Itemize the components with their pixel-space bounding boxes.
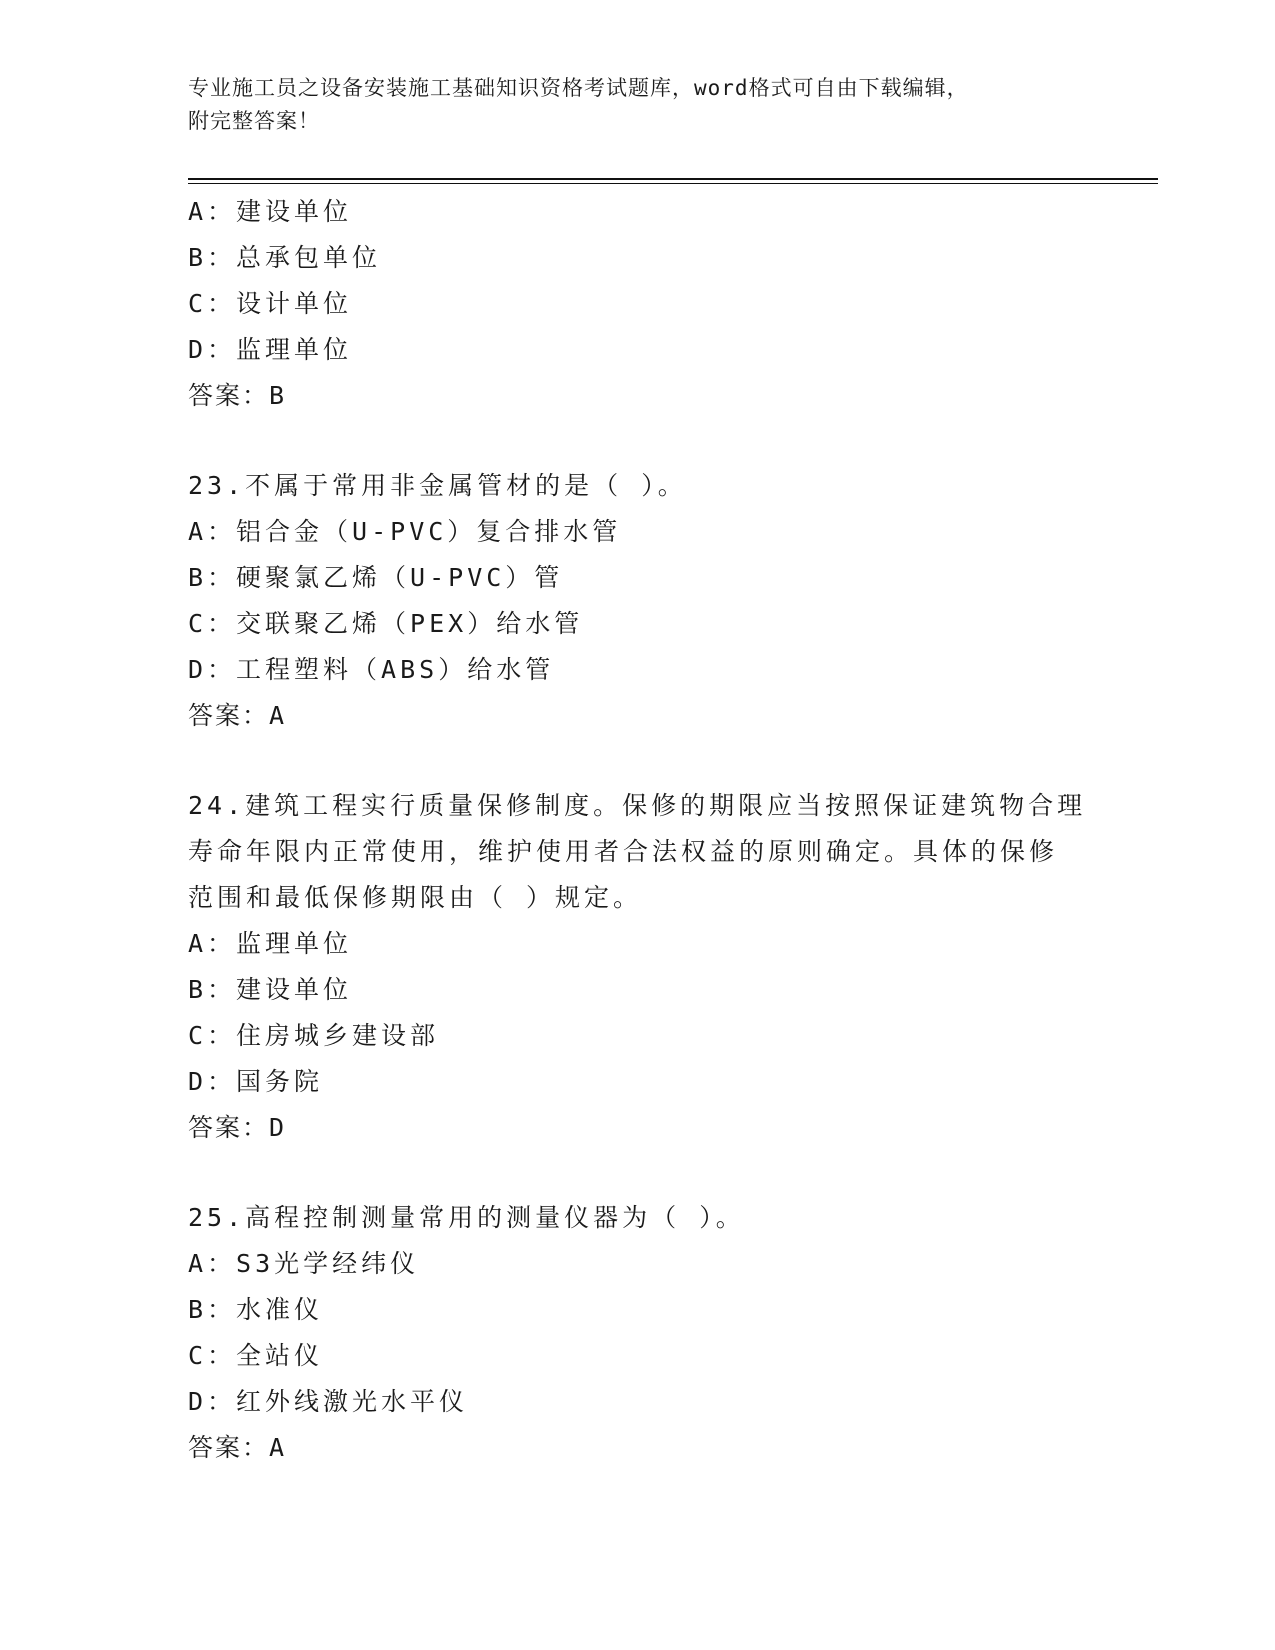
option-b: B：总承包单位 [188, 243, 382, 272]
option-c: C：全站仪 [188, 1341, 324, 1370]
option-d: D：红外线激光水平仪 [188, 1387, 469, 1416]
header-line-2: 附完整答案！ [188, 109, 320, 133]
question-block [188, 463, 1108, 739]
header-rule-thin [188, 183, 1158, 184]
option-c: C：交联聚乙烯（PEX）给水管 [188, 609, 584, 638]
option-d: D：工程塑料（ABS）给水管 [188, 655, 555, 684]
option-a: A：建设单位 [188, 197, 353, 226]
answer: 答案：B [188, 381, 287, 410]
question-text: 23.不属于常用非金属管材的是（ ）。 [188, 471, 687, 500]
header-line-1: 专业施工员之设备安装施工基础知识资格考试题库，word格式可自由下载编辑， [188, 76, 969, 100]
question-text: 25.高程控制测量常用的测量仪器为（ ）。 [188, 1203, 745, 1232]
option-a: A：S3光学经纬仪 [188, 1249, 420, 1278]
option-a: A：铝合金（U-PVC）复合排水管 [188, 517, 622, 546]
option-d: D：监理单位 [188, 335, 353, 364]
option-a: A：监理单位 [188, 929, 353, 958]
option-b: B：水准仪 [188, 1295, 324, 1324]
question-text-line-3: 范围和最低保修期限由（ ）规定。 [188, 883, 643, 912]
question-block [188, 1195, 1108, 1471]
question-text-line-2: 寿命年限内正常使用，维护使用者合法权益的原则确定。具体的保修 [188, 837, 1059, 866]
question-block [188, 189, 1108, 419]
option-c: C：住房城乡建设部 [188, 1021, 440, 1050]
document-header [188, 72, 1068, 138]
question-block [188, 783, 1108, 1151]
question-list [188, 189, 1108, 1471]
option-b: B：硬聚氯乙烯（U-PVC）管 [188, 563, 564, 592]
answer: 答案：A [188, 701, 287, 730]
option-d: D：国务院 [188, 1067, 324, 1096]
option-b: B：建设单位 [188, 975, 353, 1004]
header-rule-thick [188, 178, 1158, 180]
answer: 答案：A [188, 1433, 287, 1462]
option-c: C：设计单位 [188, 289, 353, 318]
answer: 答案：D [188, 1113, 287, 1142]
question-text-line-1: 24.建筑工程实行质量保修制度。保修的期限应当按照保证建筑物合理 [188, 791, 1087, 820]
